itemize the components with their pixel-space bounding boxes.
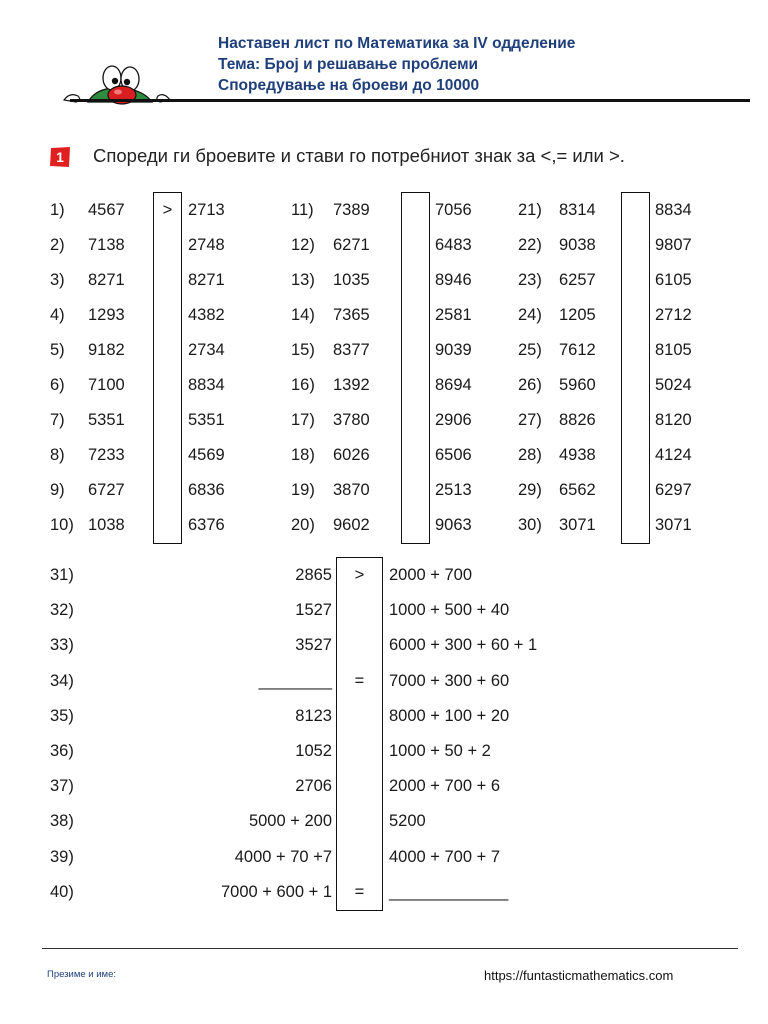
left-number: 6727 <box>88 481 125 499</box>
left-number: 1205 <box>559 306 596 324</box>
item-label: 12) <box>291 236 315 254</box>
right-expression: 6000 + 300 + 60 + 1 <box>389 636 538 654</box>
topic-title: Тема: Број и решавање проблеми <box>218 56 479 73</box>
item-label: 34) <box>50 672 74 690</box>
answer-box-column <box>153 192 182 544</box>
right-expression: 8000 + 100 + 20 <box>389 707 510 725</box>
answer-box-column <box>621 192 650 544</box>
left-number: 3071 <box>559 516 596 534</box>
item-label: 17) <box>291 411 315 429</box>
right-number: 2581 <box>435 306 472 324</box>
item-label: 32) <box>50 601 74 619</box>
item-label: 18) <box>291 446 315 464</box>
left-number: 1035 <box>333 271 370 289</box>
comparison-sign-slot[interactable]: > <box>354 566 365 584</box>
left-number: 4938 <box>559 446 596 464</box>
item-label: 38) <box>50 812 74 830</box>
answer-box-column <box>336 557 383 911</box>
task-number: 1 <box>56 149 64 165</box>
right-number: 4569 <box>188 446 225 464</box>
item-label: 39) <box>50 848 74 866</box>
left-expression: ________ <box>258 672 332 690</box>
item-label: 21) <box>518 201 542 219</box>
item-label: 3) <box>50 271 65 289</box>
subtopic-title: Споредување на броеви до 10000 <box>218 77 480 94</box>
left-number: 3870 <box>333 481 370 499</box>
right-number: 2713 <box>188 201 225 219</box>
right-number: 6297 <box>655 481 692 499</box>
right-number: 5351 <box>188 411 225 429</box>
item-label: 29) <box>518 481 542 499</box>
answer-box-column <box>401 192 430 544</box>
right-number: 6105 <box>655 271 692 289</box>
name-field-label: Презиме и име: <box>47 969 117 980</box>
right-expression: 7000 + 300 + 60 <box>389 672 510 690</box>
left-expression: 5000 + 200 <box>248 812 332 830</box>
right-number: 2513 <box>435 481 472 499</box>
item-label: 5) <box>50 341 65 359</box>
item-label: 28) <box>518 446 542 464</box>
left-number: 7389 <box>333 201 370 219</box>
worksheet-title: Наставен лист по Математика за IV одделение <box>218 35 576 52</box>
right-number: 9063 <box>435 516 472 534</box>
right-number: 8834 <box>655 201 692 219</box>
left-number: 8377 <box>333 341 370 359</box>
left-number: 9602 <box>333 516 370 534</box>
right-number: 9807 <box>655 236 692 254</box>
comparison-sign-slot[interactable]: = <box>354 672 365 690</box>
header-divider <box>70 99 750 102</box>
right-number: 8271 <box>188 271 225 289</box>
item-label: 25) <box>518 341 542 359</box>
right-number: 2748 <box>188 236 225 254</box>
right-number: 9039 <box>435 341 472 359</box>
item-label: 35) <box>50 707 74 725</box>
item-label: 31) <box>50 566 74 584</box>
left-number: 7233 <box>88 446 125 464</box>
right-number: 8946 <box>435 271 472 289</box>
right-number: 6836 <box>188 481 225 499</box>
right-number: 8105 <box>655 341 692 359</box>
item-label: 7) <box>50 411 65 429</box>
left-number: 6257 <box>559 271 596 289</box>
left-number: 7138 <box>88 236 125 254</box>
left-expression: 1052 <box>295 742 332 760</box>
right-number: 6483 <box>435 236 472 254</box>
left-number: 7365 <box>333 306 370 324</box>
right-number: 2712 <box>655 306 692 324</box>
right-expression: 2000 + 700 <box>389 566 473 584</box>
left-expression: 8123 <box>295 707 332 725</box>
item-label: 9) <box>50 481 65 499</box>
item-label: 36) <box>50 742 74 760</box>
item-label: 40) <box>50 883 74 901</box>
right-number: 3071 <box>655 516 692 534</box>
left-number: 1293 <box>88 306 125 324</box>
right-number: 6376 <box>188 516 225 534</box>
left-number: 7612 <box>559 341 596 359</box>
left-expression: 4000 + 70 +7 <box>234 848 332 866</box>
right-expression: 5200 <box>389 812 426 830</box>
right-number: 7056 <box>435 201 472 219</box>
right-number: 6506 <box>435 446 472 464</box>
right-expression: 4000 + 700 + 7 <box>389 848 501 866</box>
item-label: 8) <box>50 446 65 464</box>
item-label: 10) <box>50 516 74 534</box>
comparison-sign-slot[interactable]: > <box>162 201 173 219</box>
item-label: 1) <box>50 201 65 219</box>
right-number: 4382 <box>188 306 225 324</box>
item-label: 20) <box>291 516 315 534</box>
right-number: 5024 <box>655 376 692 394</box>
left-number: 6026 <box>333 446 370 464</box>
item-label: 23) <box>518 271 542 289</box>
left-number: 9182 <box>88 341 125 359</box>
left-number: 5960 <box>559 376 596 394</box>
left-number: 7100 <box>88 376 125 394</box>
item-label: 2) <box>50 236 65 254</box>
left-number: 3780 <box>333 411 370 429</box>
right-number: 8834 <box>188 376 225 394</box>
item-label: 37) <box>50 777 74 795</box>
right-number: 8120 <box>655 411 692 429</box>
website-url: https://funtasticmathematics.com <box>484 968 674 983</box>
right-number: 4124 <box>655 446 692 464</box>
item-label: 16) <box>291 376 315 394</box>
left-number: 1392 <box>333 376 370 394</box>
right-expression: _____________ <box>389 883 509 901</box>
task-number-badge <box>48 146 72 168</box>
item-label: 22) <box>518 236 542 254</box>
left-number: 6562 <box>559 481 596 499</box>
item-label: 30) <box>518 516 542 534</box>
left-number: 8314 <box>559 201 596 219</box>
right-number: 2906 <box>435 411 472 429</box>
item-label: 26) <box>518 376 542 394</box>
left-expression: 2706 <box>295 777 332 795</box>
item-label: 4) <box>50 306 65 324</box>
item-label: 13) <box>291 271 315 289</box>
footer-divider <box>42 948 738 949</box>
left-expression: 7000 + 600 + 1 <box>220 883 332 901</box>
item-label: 11) <box>291 201 314 219</box>
left-expression: 3527 <box>295 636 332 654</box>
left-number: 1038 <box>88 516 125 534</box>
right-expression: 1000 + 50 + 2 <box>389 742 491 760</box>
left-number: 4567 <box>88 201 125 219</box>
left-expression: 1527 <box>295 601 332 619</box>
left-number: 6271 <box>333 236 370 254</box>
item-label: 19) <box>291 481 315 499</box>
right-expression: 1000 + 500 + 40 <box>389 601 510 619</box>
left-number: 8271 <box>88 271 125 289</box>
task-instruction: Спореди ги броевите и стави го потребниот знак за <,= или >. <box>93 145 625 166</box>
left-number: 5351 <box>88 411 125 429</box>
item-label: 27) <box>518 411 542 429</box>
left-expression: 2865 <box>295 566 332 584</box>
item-label: 24) <box>518 306 542 324</box>
comparison-sign-slot[interactable]: = <box>354 883 365 901</box>
left-number: 8826 <box>559 411 596 429</box>
item-label: 14) <box>291 306 315 324</box>
item-label: 33) <box>50 636 74 654</box>
item-label: 6) <box>50 376 65 394</box>
right-number: 8694 <box>435 376 472 394</box>
right-number: 2734 <box>188 341 225 359</box>
right-expression: 2000 + 700 + 6 <box>389 777 501 795</box>
item-label: 15) <box>291 341 315 359</box>
left-number: 9038 <box>559 236 596 254</box>
